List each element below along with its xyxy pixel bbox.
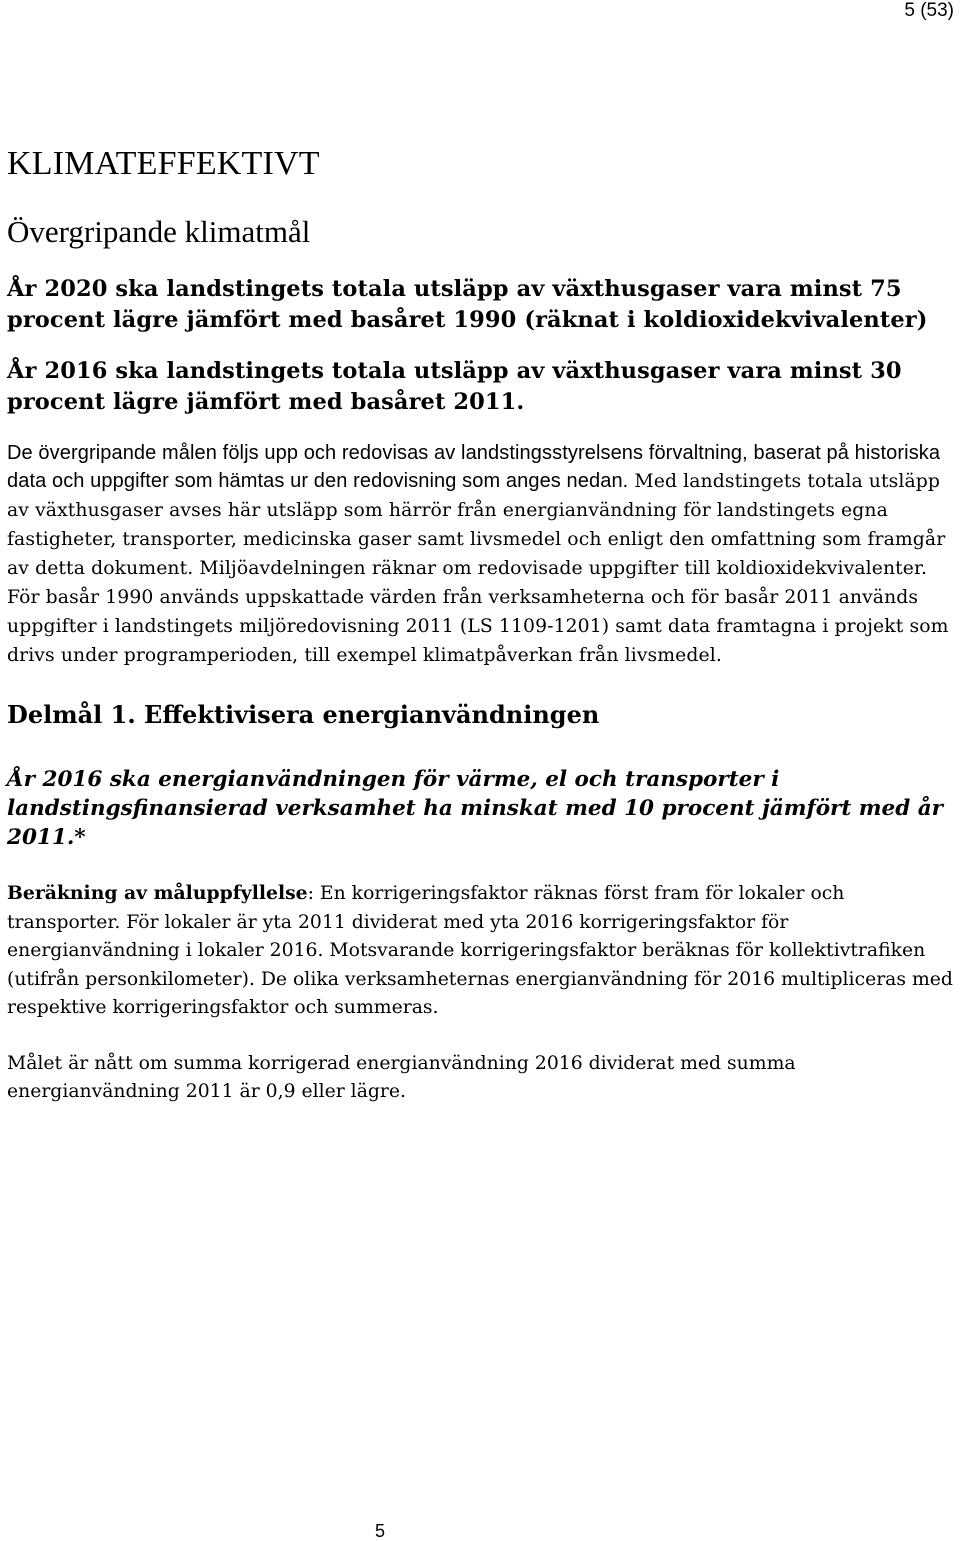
goal-2016: År 2016 ska landstingets totala utsläpp av växthusgaser vara minst 30 procent lägre jämfört med basåret 2011. (7, 358, 902, 415)
calculation-label: Beräkning av måluppfyllelse (7, 882, 308, 904)
delmal-goal: År 2016 ska energianvändningen för värme, el och transporter i landstingsfinansierad verksamhet ha minskat med 10 procent jämfört med år 2011.* (7, 767, 944, 850)
final-paragraph: Målet är nått om summa korrigerad energianvändning 2016 dividerat med summa energianvändning 2011 är 0,9 eller lägre. (7, 1052, 796, 1102)
goal-2020: År 2020 ska landstingets totala utsläpp av växthusgaser vara minst 75 procent lägre jämfört med basåret 1990 (räknat i koldioxidekvivalenter) (7, 276, 928, 333)
document-body (7, 142, 955, 1107)
calculation-paragraph (7, 879, 955, 1023)
subheading: Övergripande klimatmål (7, 214, 311, 249)
page-number: 5 (374, 1521, 385, 1541)
section-title: KLIMATEFFEKTIVT (7, 145, 320, 182)
page-counter: 5 (53) (904, 0, 954, 21)
followup-serif-text: Med landstingets totala utsläpp av växthusgaser avses här utsläpp som härrör från energianvändning för landstingets egna fastigheter, transporter, medicinska gaser samt livsmedel och enligt den omfattning som framgår av detta dokument. Miljöavdelningen räknar om redovisade uppgifter till koldioxidekvivalenter. För basår 1990 används uppskattade värden från verksamheterna och för basår 2011 används uppgifter i landstingets miljöredovisning 2011 (LS 1109-1201) samt data framtagna i projekt som drivs under programperioden, till exempel klimatpåverkan från livsmedel. (7, 471, 949, 666)
followup-paragraph (7, 439, 955, 670)
calculation-text: : En korrigeringsfaktor räknas först fram för lokaler och transporter. För lokaler är yta 2011 dividerat med yta 2016 korrigeringsfaktor för energianvändning i lokaler 2016. Motsvarande korrigeringsfaktor beräknas för kollektivtrafiken (utifrån personkilometer). De olika verksamheternas energianvändning för 2016 multipliceras med respektive korrigeringsfaktor och summeras. (7, 883, 953, 1018)
delmal-title: Delmål 1. Effektivisera energianvändningen (7, 700, 600, 729)
followup-sans-text: De övergripande målen följs upp och redovisas av landstingsstyrelsens förvaltning, baserat på historiska data och uppgifter som hämtas ur den redovisning som anges nedan. (7, 442, 941, 492)
